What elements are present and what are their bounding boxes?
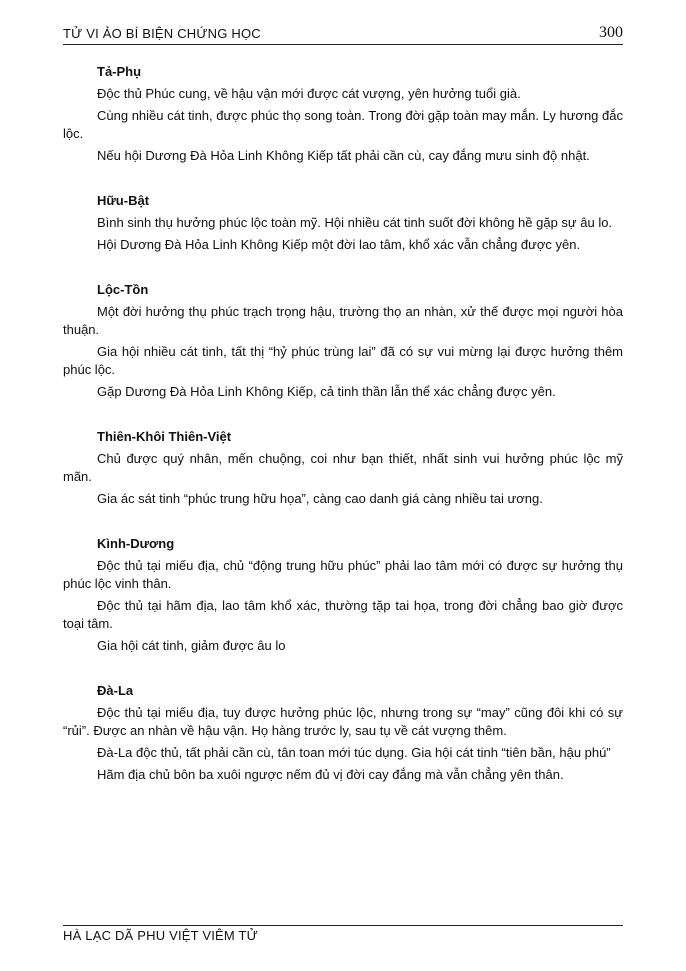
section-da-la	[63, 681, 623, 784]
paragraph: Đà-La độc thủ, tất phải cần cù, tân toan mới túc dụng. Gia hội cát tinh “tiên bần, hậu phú”	[97, 745, 611, 760]
paragraph: Độc thủ tại miếu địa, chủ “động trung hữu phúc” phải lao tâm mới có được sự hưởng thụ phúc lộc vinh thân.	[63, 558, 623, 591]
section-heading: Hữu-Bật	[97, 193, 150, 208]
section-ta-phu	[63, 62, 623, 165]
paragraph: Độc thủ tại hãm địa, lao tâm khổ xác, thường tặp tai họa, trong đời chẳng bao giờ được toại tâm.	[63, 598, 623, 631]
paragraph: Độc thủ Phúc cung, về hậu vận mới được cát vượng, yên hưởng tuổi già.	[97, 86, 521, 101]
section-heading: Đà-La	[97, 683, 134, 698]
section-thien-khoi-thien-viet	[63, 427, 623, 508]
section-heading: Tả-Phụ	[97, 64, 142, 79]
section-heading: Lộc-Tồn	[97, 282, 149, 297]
paragraph: Gặp Dương Đà Hỏa Linh Không Kiếp, cả tinh thần lẫn thể xác chẳng được yên.	[97, 384, 556, 399]
paragraph: Hãm địa chủ bôn ba xuôi ngược nếm đủ vị đời cay đắng mà vẫn chẳng yên thân.	[97, 767, 564, 782]
author-line: HÀ LẠC DÃ PHU VIỆT VIÊM TỬ	[63, 928, 258, 943]
page-number: 300	[599, 24, 623, 41]
paragraph: Cùng nhiều cát tinh, được phúc thọ song toàn. Trong đời gặp toàn may mắn. Ly hương đắc lộc.	[63, 108, 623, 141]
section-loc-ton	[63, 280, 623, 401]
section-heading: Thiên-Khôi Thiên-Việt	[97, 429, 232, 444]
paragraph: Hội Dương Đà Hỏa Linh Không Kiếp một đời lao tâm, khổ xác vẫn chẳng được yên.	[97, 237, 581, 252]
paragraph: Gia hội cát tinh, giảm được âu lo	[97, 638, 286, 653]
paragraph: Một đời hưởng thụ phúc trạch trọng hậu, trường thọ an nhàn, xử thế được mọi người hòa thuận.	[63, 304, 623, 337]
book-title: TỬ VI ẢO BÍ BIỆN CHỨNG HỌC	[63, 26, 261, 41]
paragraph: Gia ác sát tinh “phúc trung hữu họa”, càng cao danh giá càng nhiều tai ương.	[97, 491, 543, 506]
page-footer	[63, 925, 623, 943]
paragraph: Nếu hội Dương Đà Hỏa Linh Không Kiếp tất phải cần cù, cay đắng mưu sinh độ nhật.	[97, 148, 590, 163]
page-header	[63, 24, 623, 45]
section-huu-bat	[63, 191, 623, 254]
paragraph: Chủ được quý nhân, mến chuộng, coi như bạn thiết, nhất sinh vui hưởng phúc lộc mỹ mãn.	[63, 451, 623, 484]
paragraph: Độc thủ tại miếu địa, tuy được hưởng phúc lộc, nhưng trong sự “may” cũng đôi khi có sự “rủi”. Được an nhàn về hậu vận. Họ hàng trước ly, sau tụ về cát vượng thêm.	[63, 705, 623, 738]
section-heading: Kình-Dương	[97, 536, 175, 551]
page-content	[63, 62, 623, 788]
paragraph: Gia hội nhiều cát tinh, tất thị “hỷ phúc trùng lai” đã có sự vui mừng lại được hưởng thêm phúc lộc.	[63, 344, 623, 377]
section-kinh-duong	[63, 534, 623, 655]
paragraph: Bình sinh thụ hưởng phúc lộc toàn mỹ. Hội nhiều cát tinh suốt đời không hề gặp sự âu lo.	[97, 215, 613, 230]
